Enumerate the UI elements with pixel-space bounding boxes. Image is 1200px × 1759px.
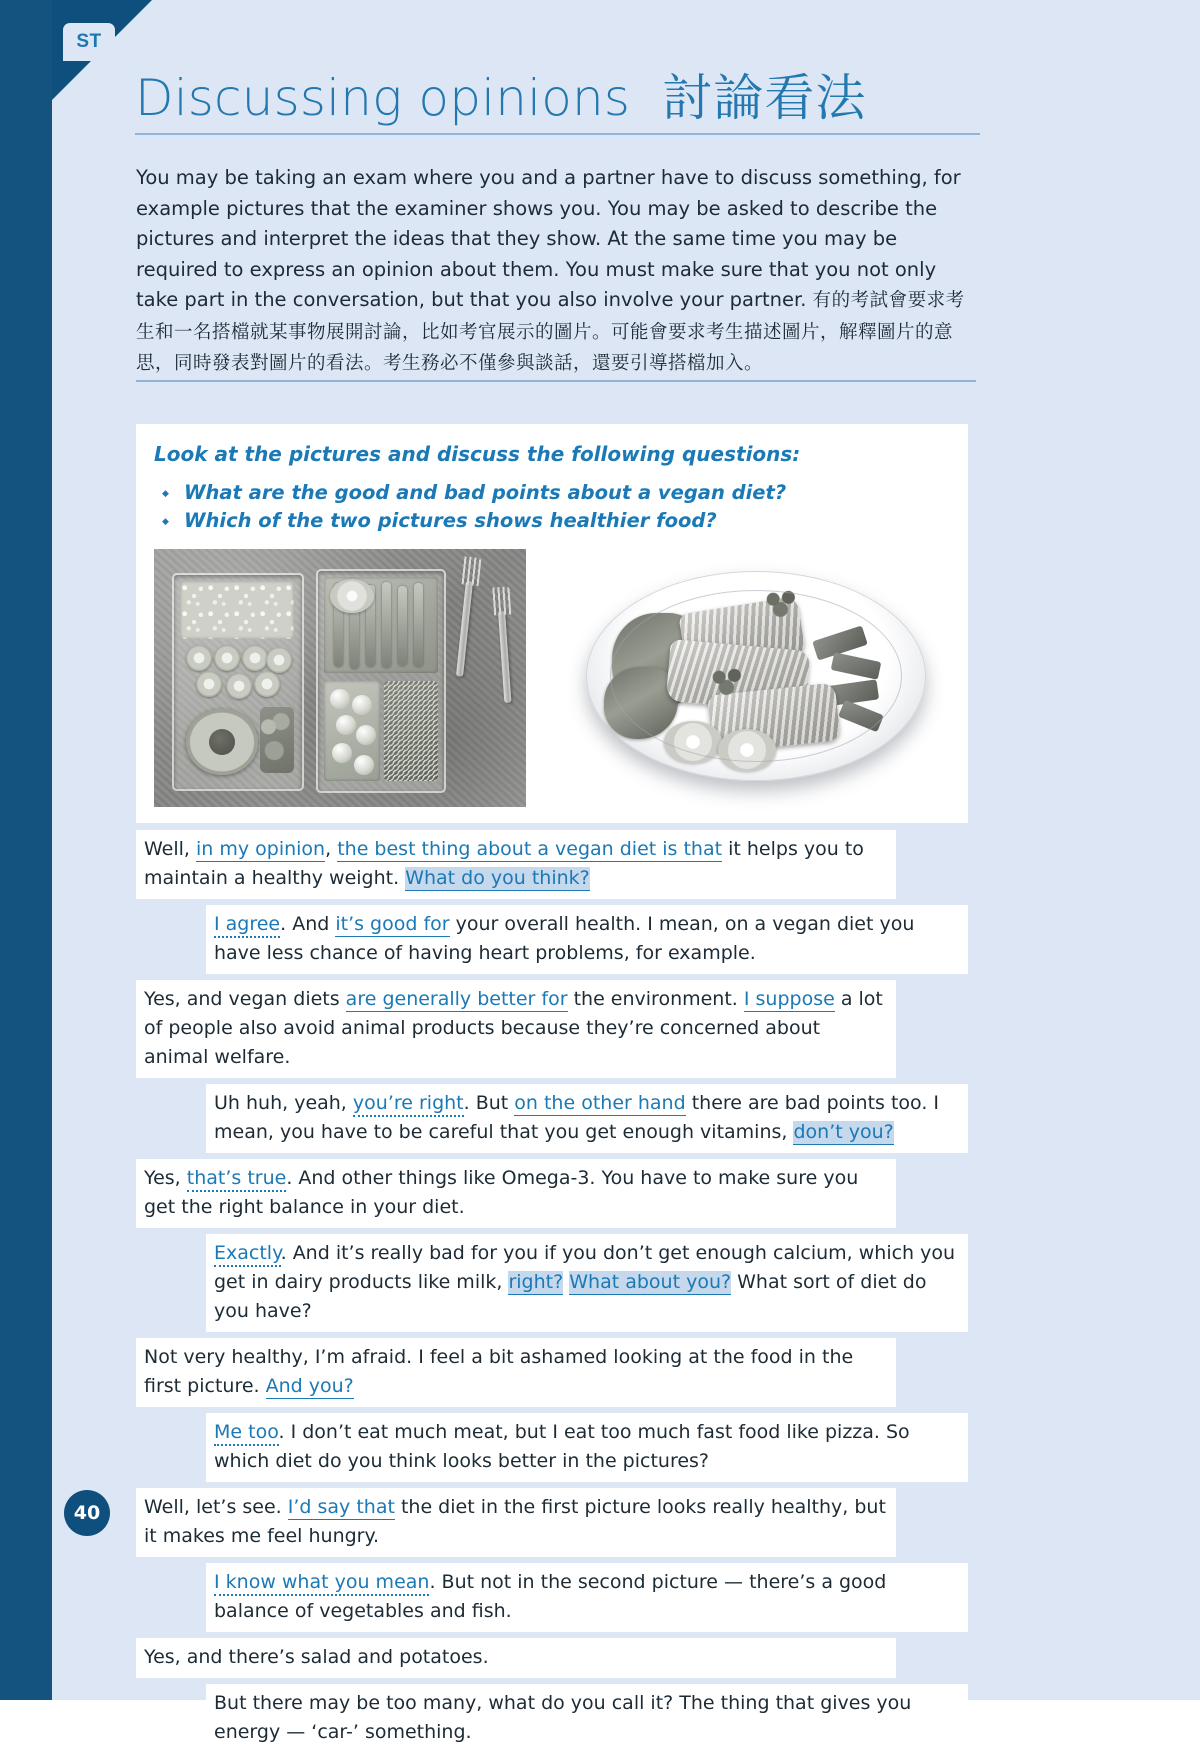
salmon-fillet: [666, 639, 811, 713]
dialogue-text: . I don’t eat much meat, but I eat too much fast food like pizza. So which diet do you think looks better in the pictures?: [214, 1421, 910, 1472]
task-heading: Look at the pictures and discuss the following questions:: [154, 442, 801, 466]
useful-phrase-underline: are generally better for: [345, 988, 568, 1010]
pepper-strip: [831, 652, 882, 680]
page-spine: [0, 0, 52, 1700]
useful-phrase-underline: I suppose: [743, 988, 835, 1010]
dialogue-text: . And other things like Omega-3. You have to make sure you get the right balance in your diet.: [144, 1167, 859, 1218]
dialogue-text: . But not in the second picture — there’s a good balance of vegetables and fish.: [214, 1571, 887, 1622]
parsley-garnish: [762, 589, 802, 619]
dinner-plate: [586, 571, 926, 781]
pepper-strip: [838, 700, 884, 732]
dialogue-turn-speaker-A: [136, 1638, 896, 1678]
useful-phrase-underline: I’d say that: [287, 1496, 395, 1518]
seeds-compartment: [384, 681, 438, 781]
dialogue-text: . And it’s really bad for you if you don’t get enough calcium, which you get in dairy products like milk,: [214, 1242, 956, 1293]
useful-phrase-dotted: I know what you mean: [214, 1571, 429, 1596]
task-question-1: ◆ What are the good and bad points about a vegan diet?: [154, 479, 968, 507]
salmon-plate-photo: [578, 549, 934, 803]
pictures-row: [154, 549, 968, 809]
section-tab-st[interactable]: ST: [63, 23, 115, 61]
avocado-half: [186, 709, 258, 775]
task-question-list: [154, 479, 968, 535]
fork-icon: [498, 611, 511, 703]
salad-greens: [604, 667, 678, 739]
intro-english: You may be taking an exam where you and a partner have to discuss something, for example pictures that the examiner shows you. You may be asked to describe the pictures and interpret the ideas that they show. At the same time you may be required to express an opinion about them. You must make sure that you not only take part in the conversation, but that you also involve your partner.: [136, 166, 961, 311]
dialogue-turn-speaker-B: [206, 905, 968, 974]
dialogue-text: Yes, and there’s salad and potatoes.: [144, 1646, 489, 1668]
dialogue-turn-speaker-A: [136, 830, 896, 899]
dialogue-turn-speaker-B: [206, 1084, 968, 1153]
fork-icon: [456, 581, 473, 677]
useful-phrase-underline: And you?: [265, 1375, 354, 1397]
broccoli-compartment: [260, 707, 294, 773]
dialogue-turn-speaker-B: [206, 1234, 968, 1332]
task-panel: [136, 424, 968, 823]
dialogue-text: ,: [325, 838, 338, 860]
page-title-english: Discussing opinions: [135, 69, 631, 127]
useful-phrase-underline: on the other hand: [514, 1092, 686, 1114]
grapes-compartment: [324, 681, 380, 781]
title-divider: [135, 133, 980, 135]
dialogue-turn-speaker-B: [206, 1684, 968, 1753]
useful-phrase-dotted: that’s true: [187, 1167, 287, 1192]
dialogue-text: your overall health. I mean, on a vegan diet you have less chance of having heart problems, for example.: [214, 913, 915, 964]
salmon-fillet: [678, 596, 806, 672]
asparagus-compartment: [324, 577, 438, 673]
intro-divider: [136, 380, 976, 382]
dialogue-text: Not very healthy, I’m afraid. I feel a bit ashamed looking at the food in the first picture.: [144, 1346, 854, 1397]
dialogue-text: . But: [463, 1092, 515, 1114]
intro-paragraph: [136, 163, 976, 380]
dialogue-turn-speaker-A: [136, 1159, 896, 1228]
dialogue-text: What sort of diet do you have?: [214, 1271, 927, 1322]
dialogue-text: But there may be too many, what do you call it? The thing that gives you energy — ‘car-’ something.: [214, 1692, 912, 1743]
page-title-chinese: 討論看法: [662, 69, 867, 127]
bento-tray-right: [316, 569, 446, 793]
useful-phrase-dotted: I agree: [214, 913, 280, 938]
parsley-garnish: [708, 667, 748, 697]
lemon-slice: [718, 729, 776, 771]
dialogue-text: the diet in the first picture looks really healthy, but it makes me feel hungry.: [144, 1496, 886, 1547]
useful-phrase-underline: it’s good for: [335, 913, 450, 935]
useful-phrase-underline: the best thing about a vegan diet is that: [337, 838, 723, 860]
vegan-bento-trays-photo: [154, 549, 526, 807]
dialogue-text: Well,: [144, 838, 196, 860]
dialogue-text: the environment.: [567, 988, 744, 1010]
useful-phrase-highlight: don’t you?: [793, 1121, 894, 1143]
useful-phrase-dotted: Exactly: [214, 1242, 281, 1267]
lemon-slice: [664, 721, 722, 763]
dialogue-text: Yes,: [144, 1167, 187, 1189]
page-number-badge: 40: [64, 1490, 110, 1536]
dialogue-turn-speaker-B: [206, 1413, 968, 1482]
dialogue-text: it helps you to maintain a healthy weight.: [144, 838, 864, 889]
useful-phrase-underline: in my opinion: [196, 838, 326, 860]
pepper-strip: [823, 679, 879, 706]
bento-tray-left: [172, 573, 304, 791]
dialogue-turn-speaker-A: [136, 1488, 896, 1557]
useful-phrase-highlight: right?: [508, 1271, 564, 1293]
dialogue-text: . And: [280, 913, 336, 935]
page-header: [135, 69, 980, 135]
intro-chinese: 有的考試會要求考生和一名搭檔就某事物展開討論，比如考官展示的圖片。可能會要求考生描述圖片，解釋圖片的意思，同時發表對圖片的看法。考生務必不僅參與談話，還要引導搭檔加入。: [136, 290, 965, 374]
dialogue-transcript: [136, 830, 968, 1759]
pepper-strip: [812, 625, 868, 660]
dialogue-turn-speaker-B: [206, 1563, 968, 1632]
useful-phrase-highlight: What about you?: [569, 1271, 732, 1293]
useful-phrase-dotted: you’re right: [353, 1092, 464, 1117]
task-question-2: ◆ Which of the two pictures shows healthier food?: [154, 507, 968, 535]
dialogue-text: Uh huh, yeah,: [214, 1092, 353, 1114]
dialogue-text: Well, let’s see.: [144, 1496, 288, 1518]
dialogue-text: a lot of people also avoid animal products because they’re concerned about animal welfare.: [144, 988, 883, 1068]
dialogue-text: there are bad points too. I mean, you have to be careful that you get enough vitamins,: [214, 1092, 940, 1143]
useful-phrase-highlight: What do you think?: [405, 867, 590, 889]
salad-greens: [612, 613, 704, 709]
dialogue-turn-speaker-A: [136, 1338, 896, 1407]
rice-compartment: [180, 581, 294, 639]
salmon-fillet: [707, 682, 840, 753]
useful-phrase-dotted: Me too: [214, 1421, 279, 1446]
page-title: [135, 69, 980, 127]
dialogue-turn-speaker-A: [136, 980, 896, 1078]
dialogue-text: Yes, and vegan diets: [144, 988, 346, 1010]
